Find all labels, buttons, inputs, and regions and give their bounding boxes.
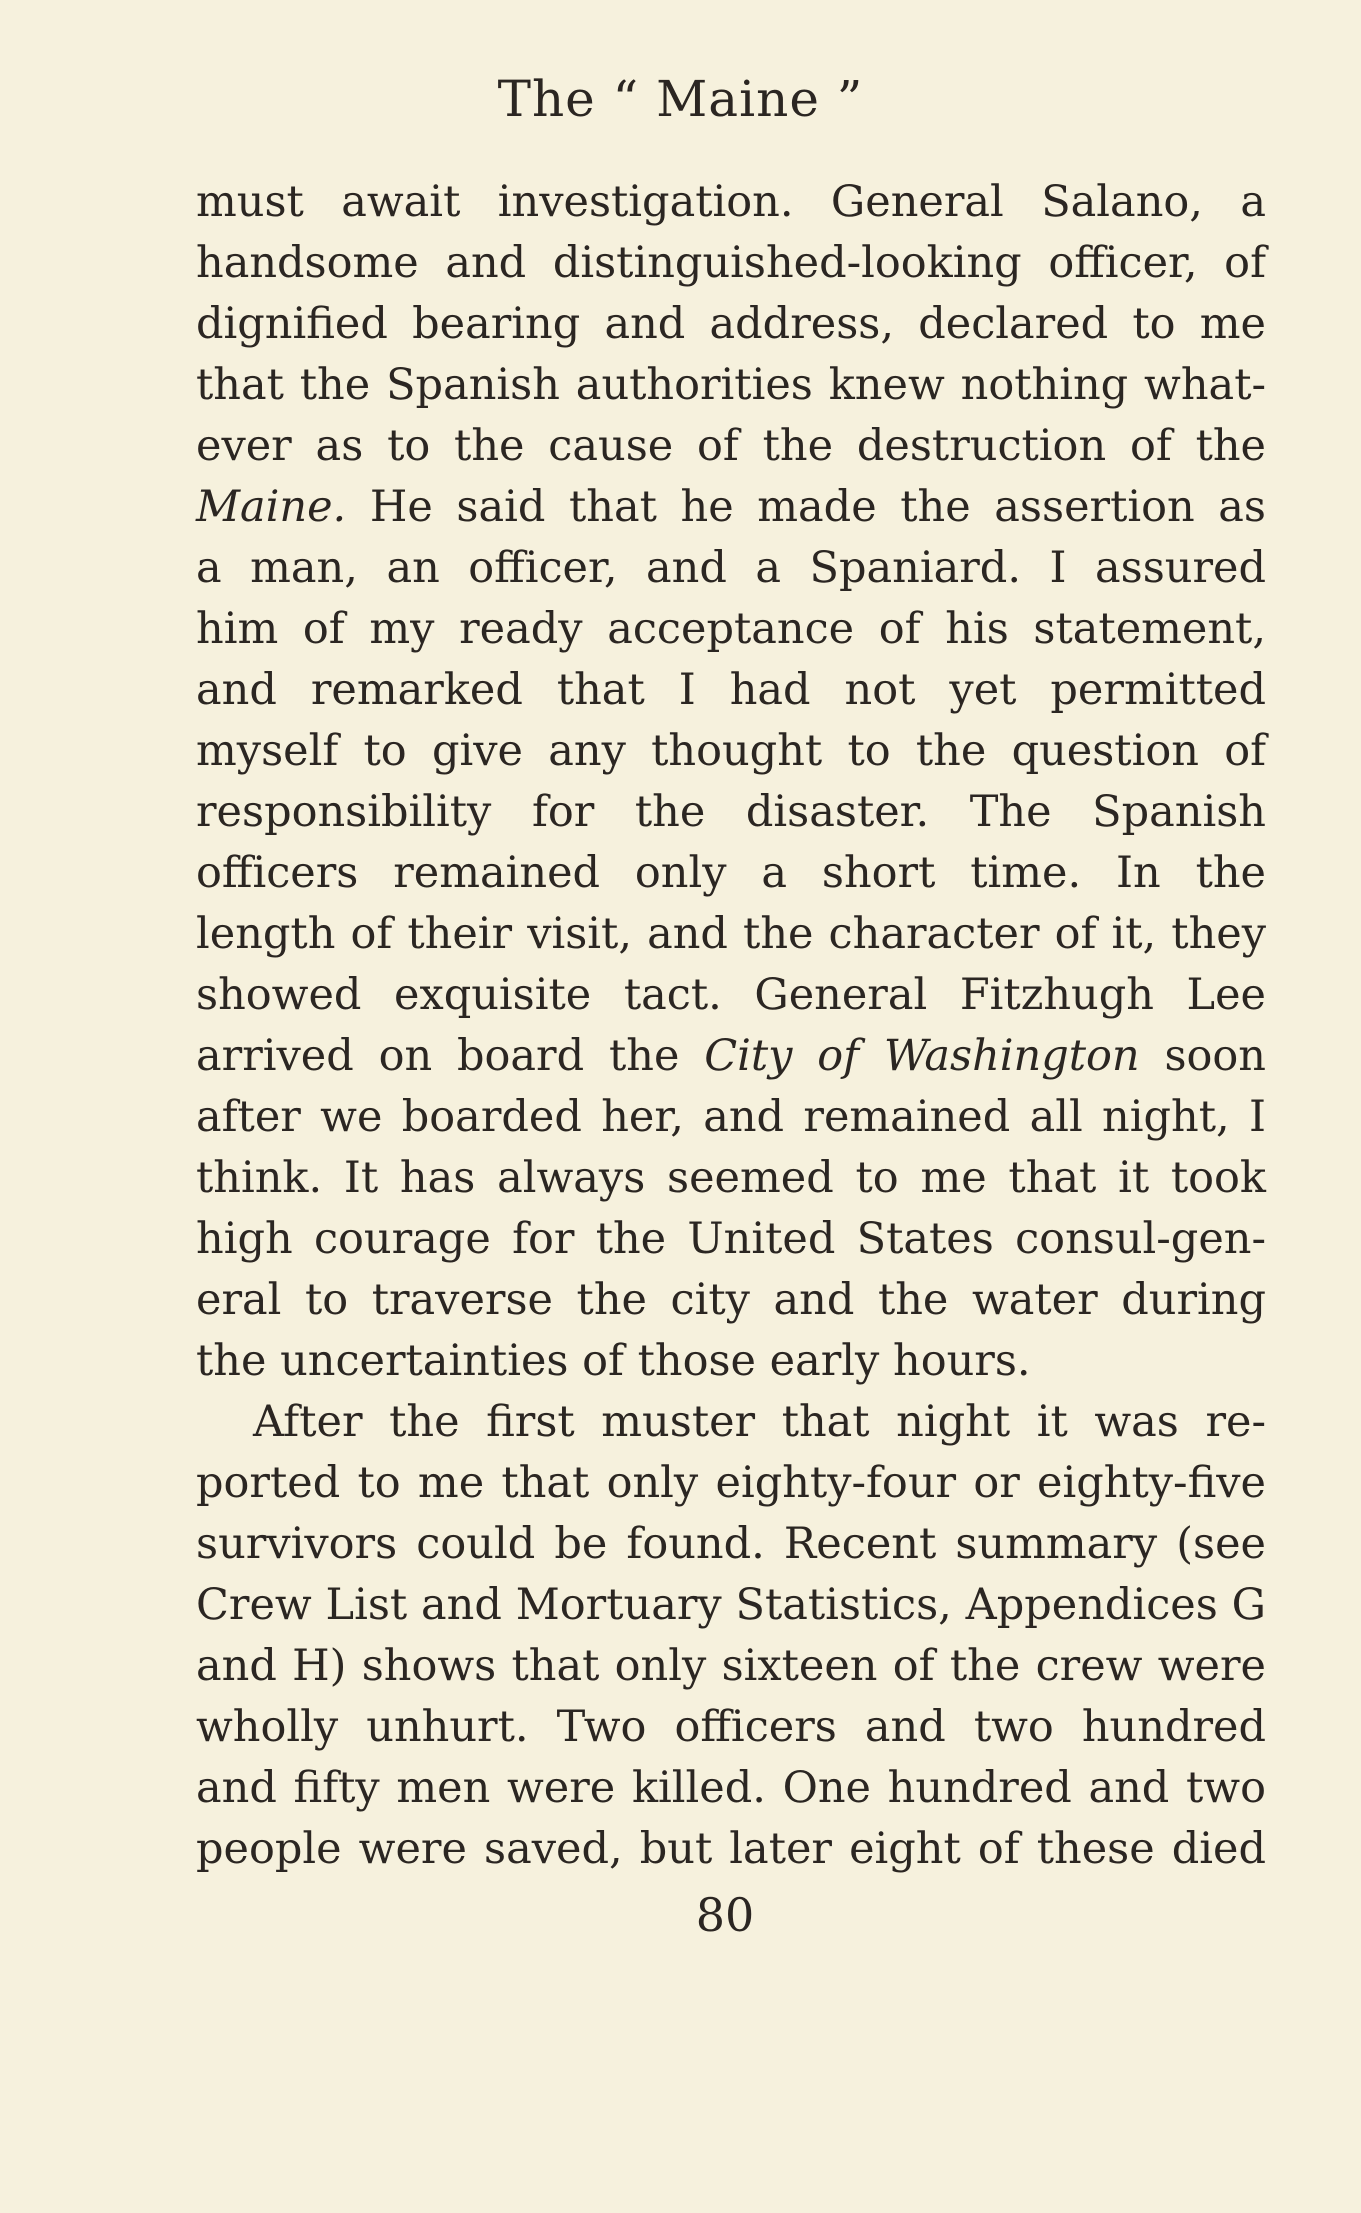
text-line: myself to give any thought to the question of xyxy=(196,726,1266,776)
text-line: the uncertainties of those early hours. xyxy=(196,1336,1031,1386)
text-line: him of my ready acceptance of his statement, xyxy=(196,604,1266,654)
text-line xyxy=(196,1026,1266,1087)
text-run: soon xyxy=(1139,1031,1266,1081)
text-line: a man, an officer, and a Spaniard. I assured xyxy=(196,543,1266,593)
running-head: The “ Maine ” xyxy=(497,70,864,128)
italic-ship-name: Maine. xyxy=(196,482,347,532)
text-line: length of their visit, and the character of it, they xyxy=(196,909,1266,959)
text-line: responsibility for the disaster. The Spanish xyxy=(196,787,1266,837)
paragraph xyxy=(196,172,1266,1392)
text-line: think. It has always seemed to me that it took xyxy=(196,1153,1266,1203)
text-line: eral to traverse the city and the water during xyxy=(196,1275,1266,1325)
paragraph xyxy=(196,1392,1266,1880)
text-run: He said that he made the assertion as xyxy=(346,482,1266,532)
text-line: after we boarded her, and remained all night, I xyxy=(196,1092,1266,1142)
text-line: ever as to the cause of the destruction of the xyxy=(196,421,1266,471)
text-line: handsome and distinguished-looking officer, of xyxy=(196,238,1266,288)
text-line: officers remained only a short time. In the xyxy=(196,848,1266,898)
text-line: Crew List and Mortuary Statistics, Appendices G xyxy=(196,1580,1266,1630)
text-line: people were saved, but later eight of these died xyxy=(196,1824,1266,1874)
text-line: and H) shows that only sixteen of the crew were xyxy=(196,1641,1266,1691)
text-line: high courage for the United States consul-gen- xyxy=(196,1214,1266,1264)
italic-ship-name: City of Washington xyxy=(704,1031,1140,1081)
body-text xyxy=(196,172,1266,1880)
text-line: that the Spanish authorities knew nothing what- xyxy=(196,360,1266,410)
text-line: wholly unhurt. Two officers and two hundred xyxy=(196,1702,1266,1752)
text-line xyxy=(196,477,1266,538)
text-line: and remarked that I had not yet permitted xyxy=(196,665,1266,715)
text-run: arrived on board the xyxy=(196,1031,705,1081)
text-line: survivors could be found. Recent summary (see xyxy=(196,1519,1266,1569)
page-number: 80 xyxy=(695,1888,755,1942)
text-line: and fifty men were killed. One hundred and two xyxy=(196,1763,1266,1813)
text-line: ported to me that only eighty-four or eighty-five xyxy=(196,1458,1266,1508)
text-line: must await investigation. General Salano, a xyxy=(196,177,1266,227)
text-line: showed exquisite tact. General Fitzhugh Lee xyxy=(196,970,1266,1020)
text-line: dignified bearing and address, declared to me xyxy=(196,299,1266,349)
text-line: After the first muster that night it was re- xyxy=(253,1397,1266,1447)
